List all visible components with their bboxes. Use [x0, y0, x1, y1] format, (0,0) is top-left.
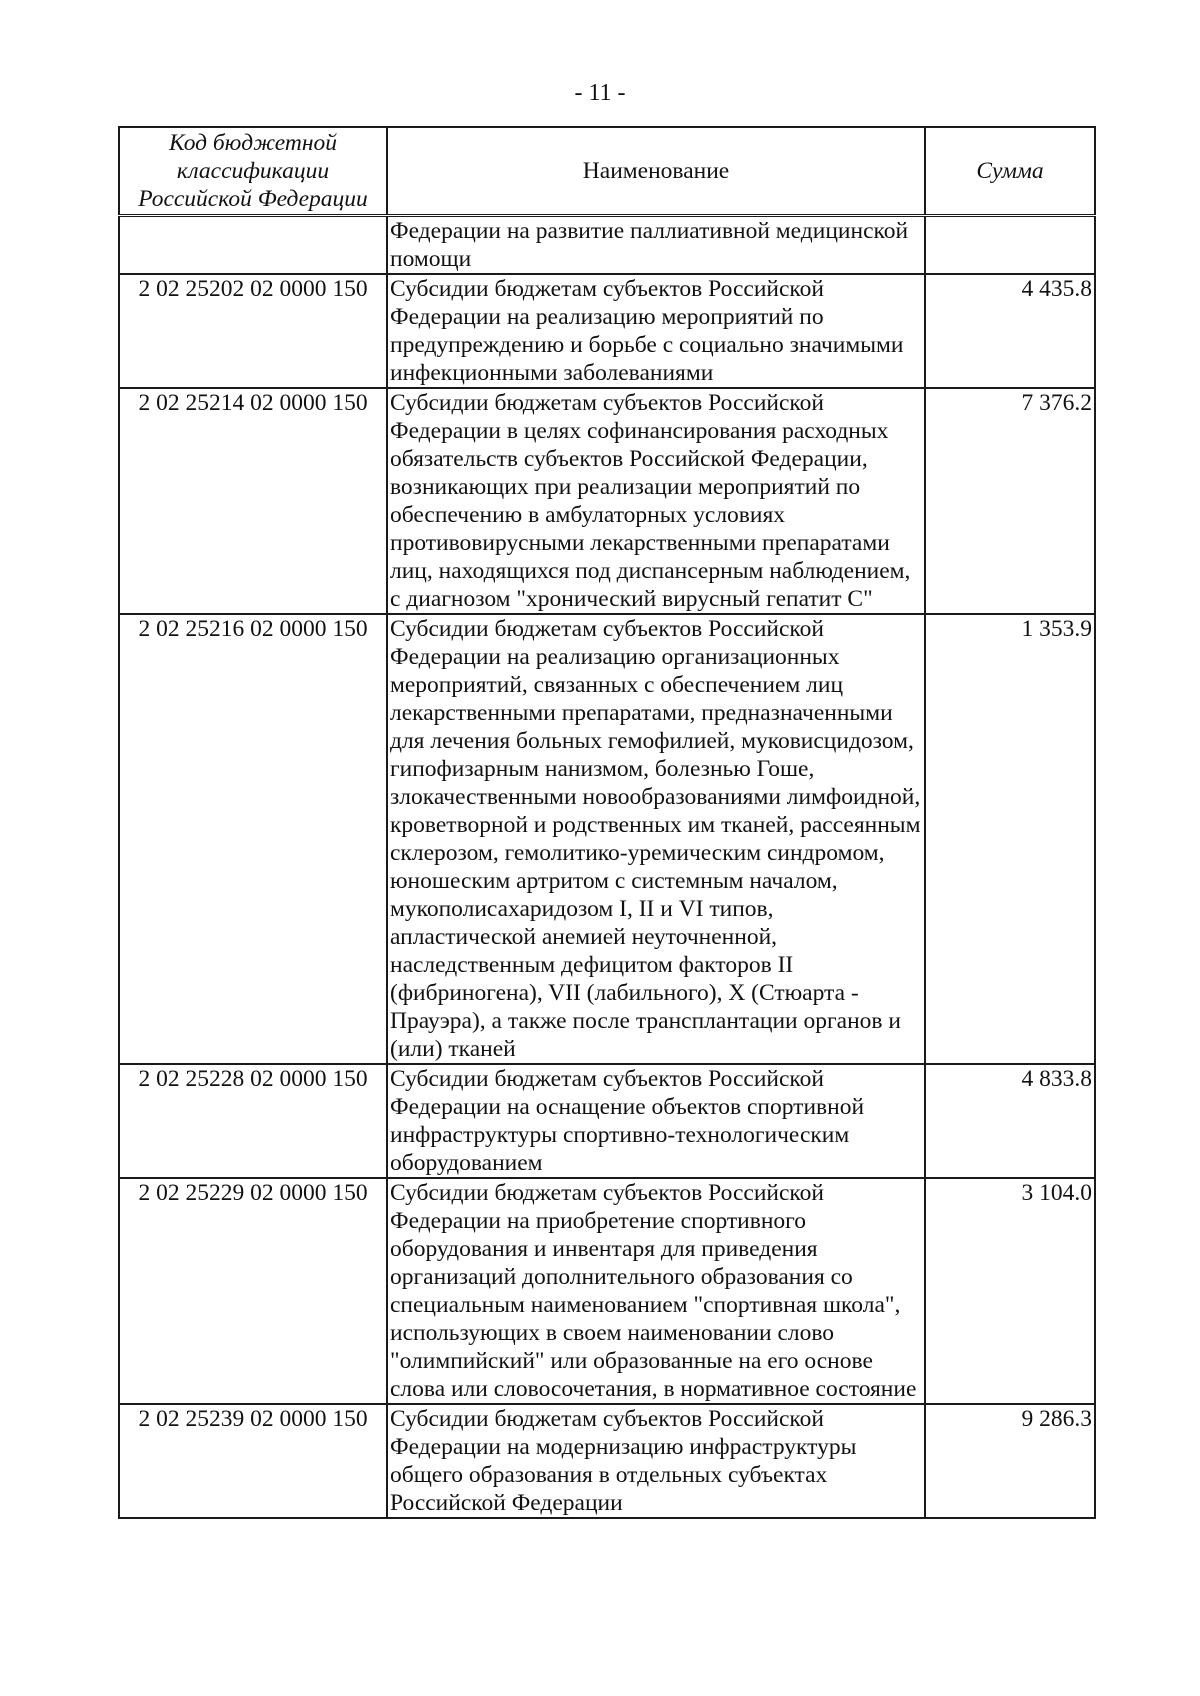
row-code: 2 02 25214 02 0000 150	[119, 388, 387, 614]
row-name: Субсидии бюджетам субъектов Российской Федерации на модернизацию инфраструктуры общего образования в отдельных субъектах Российской Федерации	[387, 1404, 925, 1518]
row-sum	[925, 216, 1095, 275]
row-code: 2 02 25202 02 0000 150	[119, 274, 387, 388]
row-name: Субсидии бюджетам субъектов Российской Федерации на оснащение объектов спортивной инфраструктуры спортивно-технологическим оборудованием	[387, 1064, 925, 1178]
table-row	[119, 614, 1095, 1064]
row-name: Федерации на развитие паллиативной медицинской помощи	[387, 216, 925, 275]
row-code: 2 02 25239 02 0000 150	[119, 1404, 387, 1518]
row-name: Субсидии бюджетам субъектов Российской Федерации на реализацию мероприятий по предупреждению и борьбе с социально значимыми инфекционными заболеваниями	[387, 274, 925, 388]
page-number: - 11 -	[574, 80, 626, 106]
row-sum: 1 353.9	[925, 614, 1095, 1064]
table-row	[119, 1064, 1095, 1178]
row-sum: 4 833.8	[925, 1064, 1095, 1178]
row-code: 2 02 25216 02 0000 150	[119, 614, 387, 1064]
row-sum: 3 104.0	[925, 1178, 1095, 1404]
budget-table	[118, 126, 1096, 1519]
table-row	[119, 1404, 1095, 1518]
row-name: Субсидии бюджетам субъектов Российской Федерации на приобретение спортивного оборудования и инвентаря для приведения организаций дополнительного образования со специальным наименованием "спортивная школа", использующих в своем наименовании слово "олимпийский" или образованные на его основе слова или словосочетания, в нормативное состояние	[387, 1178, 925, 1404]
table-row	[119, 388, 1095, 614]
table-row	[119, 216, 1095, 275]
header-code: Код бюджетной классификации Российской Федерации	[119, 127, 387, 216]
row-code: 2 02 25228 02 0000 150	[119, 1064, 387, 1178]
row-code	[119, 216, 387, 275]
header-name: Наименование	[387, 127, 925, 216]
header-sum: Сумма	[925, 127, 1095, 216]
row-sum: 9 286.3	[925, 1404, 1095, 1518]
row-name: Субсидии бюджетам субъектов Российской Федерации в целях софинансирования расходных обязательств субъектов Российской Федерации, возникающих при реализации мероприятий по обеспечению в амбулаторных условиях противовирусными лекарственными препаратами лиц, находящихся под диспансерным наблюдением, с диагнозом "хронический вирусный гепатит С"	[387, 388, 925, 614]
row-code: 2 02 25229 02 0000 150	[119, 1178, 387, 1404]
table-row	[119, 1178, 1095, 1404]
table-row	[119, 274, 1095, 388]
row-sum: 4 435.8	[925, 274, 1095, 388]
row-name: Субсидии бюджетам субъектов Российской Федерации на реализацию организационных мероприятий, связанных с обеспечением лиц лекарственными препаратами, предназначенными для лечения больных гемофилией, муковисцидозом, гипофизарным нанизмом, болезнью Гоше, злокачественными новообразованиями лимфоидной, кроветворной и родственных им тканей, рассеянным склерозом, гемолитико-уремическим синдромом, юношеским артритом с системным началом, мукополисахаридозом I, II и VI типов, апластической анемией неуточненной, наследственным дефицитом факторов II (фибриногена), VII (лабильного), X (Стюарта - Прауэра), а также после трансплантации органов и (или) тканей	[387, 614, 925, 1064]
row-sum: 7 376.2	[925, 388, 1095, 614]
table-header-row	[119, 127, 1095, 216]
